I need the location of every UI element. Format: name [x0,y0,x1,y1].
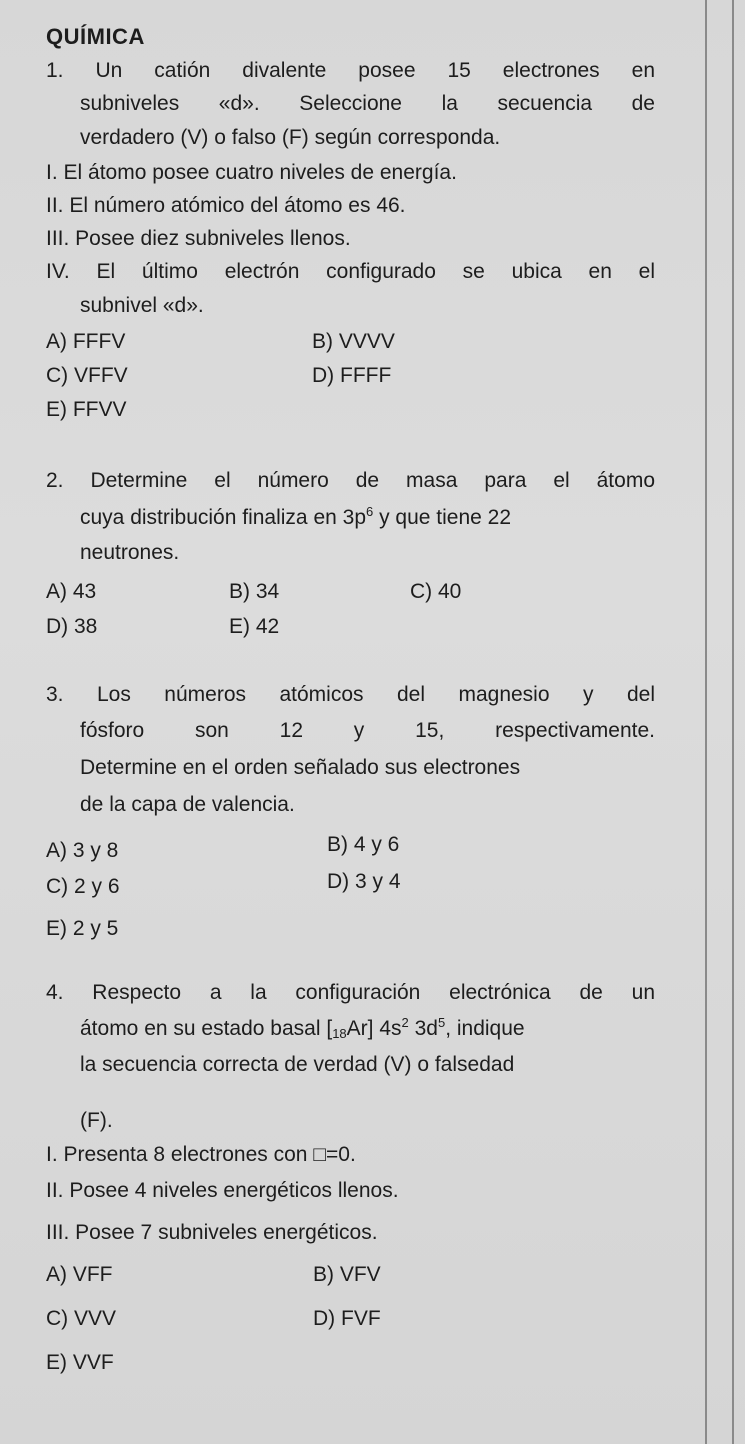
q3-option-a[interactable]: A) 3 y 8 [46,839,119,862]
q4-statement-1: I. Presenta 8 electrones con □=0. [46,1143,356,1166]
q4-option-b[interactable]: B) VFV [313,1263,381,1286]
q2-line-3: neutrones. [80,541,180,564]
q1-option-d[interactable]: D) FFFF [312,364,392,387]
q2-line-1: 2. Determine el número de masa para el átomo [46,469,655,492]
q3-line-4: de la capa de valencia. [80,793,295,816]
q4-line-2: átomo en su estado basal $[_{18}Ar]$ $4s^2$ $3d^5$, indique [80,1015,525,1041]
q1-option-b[interactable]: B) VVVV [312,330,395,353]
q2-option-a[interactable]: A) 43 [46,580,97,603]
q2-option-c[interactable]: C) 40 [410,580,462,603]
q1-statement-2: II. El número atómico del átomo es 46. [46,194,406,217]
q4-line-3: la secuencia correcta de verdad (V) o falsedad [80,1053,515,1076]
q4-option-a[interactable]: A) VFF [46,1263,113,1286]
q2-option-e[interactable]: E) 42 [229,615,280,638]
q1-statement-4: IV. El último electrón configurado se ubica en el [46,260,655,283]
q1-option-a[interactable]: A) FFFV [46,330,126,353]
q1-statement-3: III. Posee diez subniveles llenos. [46,227,351,250]
q1-statement-1: I. El átomo posee cuatro niveles de energía. [46,161,457,184]
page-title: QUÍMICA [46,24,145,49]
q3-option-c[interactable]: C) 2 y 6 [46,875,120,898]
page-edge-line [732,0,734,1444]
q4-line-4: (F). [80,1109,113,1132]
q3-line-1: 3. Los números atómicos del magnesio y del [46,683,655,706]
q1-option-c[interactable]: C) VFFV [46,364,128,387]
q3-line-3: Determine en el orden señalado sus electrones [80,756,521,779]
q2-option-d[interactable]: D) 38 [46,615,98,638]
q2-line-2: cuya distribución finaliza en $3p^6$ y que tiene 22 [80,504,512,529]
q4-statement-2: II. Posee 4 niveles energéticos llenos. [46,1179,399,1202]
q3-option-b[interactable]: B) 4 y 6 [327,833,400,856]
page-edge-line [705,0,707,1444]
q4-option-d[interactable]: D) FVF [313,1307,381,1330]
q4-line-1: 4. Respecto a la configuración electrónica de un [46,981,655,1004]
q3-option-d[interactable]: D) 3 y 4 [327,870,401,893]
q3-line-2: fósforo son 12 y 15, respectivamente. [80,719,655,742]
q1-line-2: subniveles «d». Seleccione la secuencia de [80,92,655,115]
q1-statement-4-cont: subnivel «d». [80,294,204,317]
q4-statement-3: III. Posee 7 subniveles energéticos. [46,1221,378,1244]
q1-option-e[interactable]: E) FFVV [46,398,127,421]
q1-line-1: 1. Un catión divalente posee 15 electrones en [46,59,655,82]
q4-option-c[interactable]: C) VVV [46,1307,117,1330]
q2-option-b[interactable]: B) 34 [229,580,280,603]
quantum-number-symbol: □ [313,1143,327,1166]
q3-option-e[interactable]: E) 2 y 5 [46,917,119,940]
q1-line-3: verdadero (V) o falso (F) según corresponda. [80,126,501,149]
q4-option-e[interactable]: E) VVF [46,1351,114,1374]
